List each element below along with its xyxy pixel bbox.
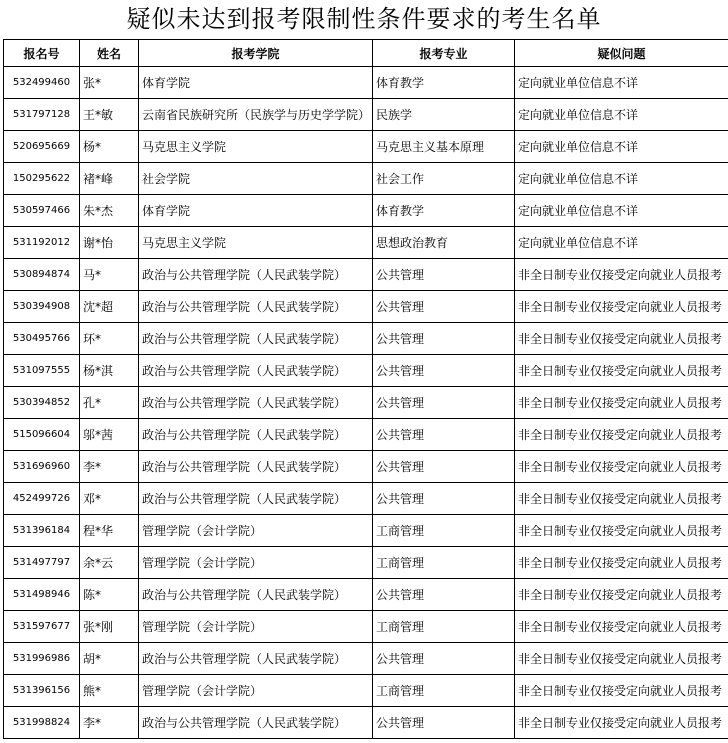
candidate-name-cell: 环* bbox=[80, 323, 139, 355]
issue-cell: 非全日制专业仅接受定向就业人员报考 bbox=[515, 419, 728, 451]
registration-number-cell: 532499460 bbox=[4, 67, 80, 99]
registration-number-cell: 530394908 bbox=[4, 291, 80, 323]
table-row bbox=[4, 227, 728, 259]
table-row bbox=[4, 67, 728, 99]
registration-number-cell: 531097555 bbox=[4, 355, 80, 387]
table-row bbox=[4, 611, 728, 643]
header-registration-number: 报名号 bbox=[4, 40, 80, 67]
table-row bbox=[4, 195, 728, 227]
school-cell: 体育学院 bbox=[139, 67, 373, 99]
page-title: 疑似未达到报考限制性条件要求的考生名单 bbox=[126, 5, 602, 33]
issue-cell: 非全日制专业仅接受定向就业人员报考 bbox=[515, 675, 728, 707]
candidate-name-cell: 马* bbox=[80, 259, 139, 291]
major-cell: 体育教学 bbox=[373, 195, 515, 227]
major-cell: 公共管理 bbox=[373, 323, 515, 355]
candidate-name-cell: 张*刚 bbox=[80, 611, 139, 643]
school-cell: 政治与公共管理学院（人民武装学院） bbox=[139, 643, 373, 675]
major-cell: 工商管理 bbox=[373, 547, 515, 579]
registration-number-cell: 515096604 bbox=[4, 419, 80, 451]
issue-cell: 非全日制专业仅接受定向就业人员报考 bbox=[515, 611, 728, 643]
major-cell: 公共管理 bbox=[373, 291, 515, 323]
candidate-name-cell: 张* bbox=[80, 67, 139, 99]
school-cell: 政治与公共管理学院（人民武装学院） bbox=[139, 579, 373, 611]
registration-number-cell: 531696960 bbox=[4, 451, 80, 483]
table-header-row bbox=[4, 40, 728, 67]
candidate-name-cell: 程*华 bbox=[80, 515, 139, 547]
registration-number-cell: 530394852 bbox=[4, 387, 80, 419]
registration-number-cell: 531996986 bbox=[4, 643, 80, 675]
registration-number-cell: 530597466 bbox=[4, 195, 80, 227]
table-row bbox=[4, 291, 728, 323]
issue-cell: 定向就业单位信息不详 bbox=[515, 131, 728, 163]
candidate-name-cell: 邬*茜 bbox=[80, 419, 139, 451]
issue-cell: 定向就业单位信息不详 bbox=[515, 195, 728, 227]
issue-cell: 定向就业单位信息不详 bbox=[515, 227, 728, 259]
school-cell: 政治与公共管理学院（人民武装学院） bbox=[139, 483, 373, 515]
table-row bbox=[4, 515, 728, 547]
candidate-name-cell: 沈*超 bbox=[80, 291, 139, 323]
school-cell: 政治与公共管理学院（人民武装学院） bbox=[139, 355, 373, 387]
table-row bbox=[4, 643, 728, 675]
registration-number-cell: 531396184 bbox=[4, 515, 80, 547]
header-major: 报考专业 bbox=[373, 40, 515, 67]
major-cell: 工商管理 bbox=[373, 611, 515, 643]
school-cell: 管理学院（会计学院） bbox=[139, 515, 373, 547]
candidate-name-cell: 杨*淇 bbox=[80, 355, 139, 387]
major-cell: 社会工作 bbox=[373, 163, 515, 195]
school-cell: 马克思主义学院 bbox=[139, 227, 373, 259]
registration-number-cell: 531498946 bbox=[4, 579, 80, 611]
school-cell: 云南省民族研究所（民族学与历史学学院） bbox=[139, 99, 373, 131]
table-row bbox=[4, 547, 728, 579]
registration-number-cell: 531497797 bbox=[4, 547, 80, 579]
candidate-name-cell: 孔* bbox=[80, 387, 139, 419]
school-cell: 马克思主义学院 bbox=[139, 131, 373, 163]
candidate-name-cell: 朱*杰 bbox=[80, 195, 139, 227]
major-cell: 公共管理 bbox=[373, 387, 515, 419]
major-cell: 公共管理 bbox=[373, 579, 515, 611]
school-cell: 管理学院（会计学院） bbox=[139, 611, 373, 643]
table-row bbox=[4, 483, 728, 515]
major-cell: 思想政治教育 bbox=[373, 227, 515, 259]
registration-number-cell: 531797128 bbox=[4, 99, 80, 131]
registration-number-cell: 452499726 bbox=[4, 483, 80, 515]
major-cell: 公共管理 bbox=[373, 355, 515, 387]
header-issue: 疑似问题 bbox=[515, 40, 728, 67]
candidate-name-cell: 陈* bbox=[80, 579, 139, 611]
registration-number-cell: 530894874 bbox=[4, 259, 80, 291]
major-cell: 公共管理 bbox=[373, 643, 515, 675]
header-school: 报考学院 bbox=[139, 40, 373, 67]
major-cell: 马克思主义基本原理 bbox=[373, 131, 515, 163]
candidate-name-cell: 胡* bbox=[80, 643, 139, 675]
issue-cell: 非全日制专业仅接受定向就业人员报考 bbox=[515, 483, 728, 515]
major-cell: 公共管理 bbox=[373, 483, 515, 515]
registration-number-cell: 531998824 bbox=[4, 707, 80, 739]
registration-number-cell: 531192012 bbox=[4, 227, 80, 259]
issue-cell: 非全日制专业仅接受定向就业人员报考 bbox=[515, 355, 728, 387]
major-cell: 公共管理 bbox=[373, 707, 515, 739]
registration-number-cell: 530495766 bbox=[4, 323, 80, 355]
table-row bbox=[4, 419, 728, 451]
candidate-name-cell: 熊* bbox=[80, 675, 139, 707]
table-row bbox=[4, 259, 728, 291]
issue-cell: 非全日制专业仅接受定向就业人员报考 bbox=[515, 579, 728, 611]
school-cell: 政治与公共管理学院（人民武装学院） bbox=[139, 323, 373, 355]
registration-number-cell: 150295622 bbox=[4, 163, 80, 195]
candidate-table bbox=[3, 39, 728, 739]
table-row bbox=[4, 451, 728, 483]
issue-cell: 非全日制专业仅接受定向就业人员报考 bbox=[515, 643, 728, 675]
school-cell: 社会学院 bbox=[139, 163, 373, 195]
candidate-name-cell: 谢*怡 bbox=[80, 227, 139, 259]
school-cell: 政治与公共管理学院（人民武装学院） bbox=[139, 291, 373, 323]
school-cell: 政治与公共管理学院（人民武装学院） bbox=[139, 707, 373, 739]
school-cell: 体育学院 bbox=[139, 195, 373, 227]
school-cell: 政治与公共管理学院（人民武装学院） bbox=[139, 387, 373, 419]
table-row bbox=[4, 707, 728, 739]
issue-cell: 非全日制专业仅接受定向就业人员报考 bbox=[515, 547, 728, 579]
major-cell: 公共管理 bbox=[373, 419, 515, 451]
registration-number-cell: 520695669 bbox=[4, 131, 80, 163]
issue-cell: 非全日制专业仅接受定向就业人员报考 bbox=[515, 451, 728, 483]
table-row bbox=[4, 99, 728, 131]
school-cell: 政治与公共管理学院（人民武装学院） bbox=[139, 419, 373, 451]
table-row bbox=[4, 387, 728, 419]
table-row bbox=[4, 131, 728, 163]
major-cell: 工商管理 bbox=[373, 675, 515, 707]
school-cell: 管理学院（会计学院） bbox=[139, 547, 373, 579]
header-name: 姓名 bbox=[80, 40, 139, 67]
candidate-name-cell: 杨* bbox=[80, 131, 139, 163]
issue-cell: 非全日制专业仅接受定向就业人员报考 bbox=[515, 323, 728, 355]
school-cell: 政治与公共管理学院（人民武装学院） bbox=[139, 259, 373, 291]
issue-cell: 非全日制专业仅接受定向就业人员报考 bbox=[515, 515, 728, 547]
major-cell: 民族学 bbox=[373, 99, 515, 131]
issue-cell: 非全日制专业仅接受定向就业人员报考 bbox=[515, 259, 728, 291]
issue-cell: 定向就业单位信息不详 bbox=[515, 163, 728, 195]
issue-cell: 非全日制专业仅接受定向就业人员报考 bbox=[515, 387, 728, 419]
issue-cell: 非全日制专业仅接受定向就业人员报考 bbox=[515, 291, 728, 323]
candidate-name-cell: 李* bbox=[80, 451, 139, 483]
candidate-name-cell: 邓* bbox=[80, 483, 139, 515]
major-cell: 公共管理 bbox=[373, 259, 515, 291]
candidate-name-cell: 李* bbox=[80, 707, 139, 739]
table-row bbox=[4, 323, 728, 355]
issue-cell: 定向就业单位信息不详 bbox=[515, 67, 728, 99]
table-row bbox=[4, 675, 728, 707]
registration-number-cell: 531396156 bbox=[4, 675, 80, 707]
issue-cell: 定向就业单位信息不详 bbox=[515, 99, 728, 131]
major-cell: 公共管理 bbox=[373, 451, 515, 483]
major-cell: 体育教学 bbox=[373, 67, 515, 99]
issue-cell: 非全日制专业仅接受定向就业人员报考 bbox=[515, 707, 728, 739]
candidate-name-cell: 王*敏 bbox=[80, 99, 139, 131]
school-cell: 政治与公共管理学院（人民武装学院） bbox=[139, 451, 373, 483]
candidate-name-cell: 褚*峰 bbox=[80, 163, 139, 195]
table-body bbox=[4, 67, 728, 739]
candidate-name-cell: 余*云 bbox=[80, 547, 139, 579]
school-cell: 管理学院（会计学院） bbox=[139, 675, 373, 707]
registration-number-cell: 531597677 bbox=[4, 611, 80, 643]
table-row bbox=[4, 355, 728, 387]
table-row bbox=[4, 579, 728, 611]
table-row bbox=[4, 163, 728, 195]
major-cell: 工商管理 bbox=[373, 515, 515, 547]
